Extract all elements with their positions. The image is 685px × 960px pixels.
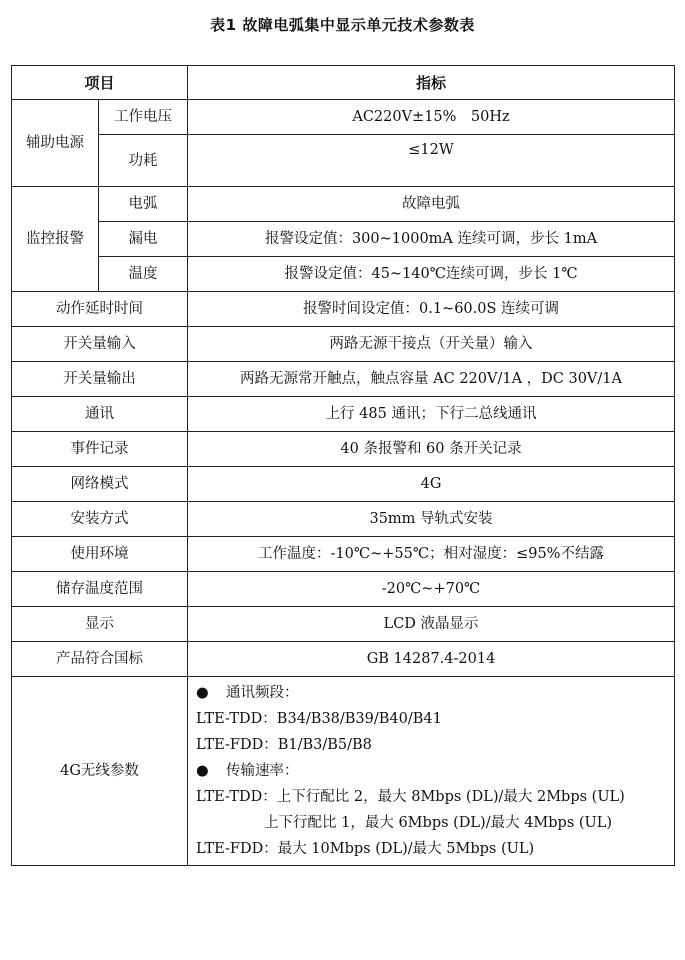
table-row	[12, 362, 675, 397]
table-row	[12, 187, 675, 222]
wireless-params	[188, 677, 675, 866]
aux-power-label: 辅助电源	[12, 100, 99, 187]
tdd-rate-2: 上下行配比 1，最大 6Mbps (DL)/最大 4Mbps (UL)	[264, 815, 613, 831]
power-label: 功耗	[99, 135, 188, 187]
wireless-label: 4G无线参数	[12, 677, 188, 866]
spec-table	[11, 65, 675, 866]
row-label: 动作延时时间	[12, 292, 188, 327]
table-row	[12, 467, 675, 502]
row-value: 上行 485 通讯；下行二总线通讯	[188, 397, 675, 432]
row-value: 40 条报警和 60 条开关记录	[188, 432, 675, 467]
row-value: GB 14287.4-2014	[188, 642, 675, 677]
list-item	[196, 758, 668, 784]
band-heading: 通讯频段：	[226, 685, 299, 701]
table-title: 表1 故障电弧集中显示单元技术参数表	[210, 16, 475, 34]
table-row	[12, 572, 675, 607]
table-row	[12, 432, 675, 467]
row-value: -20℃~+70℃	[188, 572, 675, 607]
table-row	[12, 537, 675, 572]
table-row	[12, 292, 675, 327]
leak-value: 报警设定值：300~1000mA 连续可调，步长 1mA	[188, 222, 675, 257]
row-label: 显示	[12, 607, 188, 642]
tdd-bands: LTE-TDD：B34/B38/B39/B40/B41	[196, 711, 442, 727]
table-row	[12, 257, 675, 292]
bullet-icon: ●	[196, 685, 209, 701]
table-row	[12, 222, 675, 257]
tdd-rate-1: LTE-TDD：上下行配比 2，最大 8Mbps (DL)/最大 2Mbps (UL)	[196, 789, 625, 805]
header-spec: 指标	[188, 66, 675, 100]
header-item: 项目	[12, 66, 188, 100]
header-row	[12, 66, 675, 100]
table-row	[12, 607, 675, 642]
voltage-value: AC220V±15% 50Hz	[188, 100, 675, 135]
temp-value: 报警设定值：45~140℃连续可调，步长 1℃	[188, 257, 675, 292]
table-row	[12, 677, 675, 866]
monitor-alarm-label: 监控报警	[12, 187, 99, 292]
fdd-bands: LTE-FDD：B1/B3/B5/B8	[196, 737, 372, 753]
table-row	[12, 397, 675, 432]
row-value: LCD 液晶显示	[188, 607, 675, 642]
bullet-icon: ●	[196, 763, 209, 779]
temp-label: 温度	[99, 257, 188, 292]
row-label: 通讯	[12, 397, 188, 432]
table-row	[12, 642, 675, 677]
row-value: 两路无源常开触点，触点容量 AC 220V/1A ，DC 30V/1A	[188, 362, 675, 397]
row-label: 使用环境	[12, 537, 188, 572]
row-label: 开关量输入	[12, 327, 188, 362]
table-row	[12, 100, 675, 135]
row-label: 开关量输出	[12, 362, 188, 397]
table-row	[12, 135, 675, 187]
row-value: 4G	[188, 467, 675, 502]
row-value: 报警时间设定值：0.1~60.0S 连续可调	[188, 292, 675, 327]
row-label: 安装方式	[12, 502, 188, 537]
row-label: 储存温度范围	[12, 572, 188, 607]
voltage-label: 工作电压	[99, 100, 188, 135]
row-value: 35mm 导轨式安装	[188, 502, 675, 537]
power-value: ≤12W	[188, 135, 675, 187]
row-label: 事件记录	[12, 432, 188, 467]
arc-label: 电弧	[99, 187, 188, 222]
rate-heading: 传输速率：	[226, 763, 299, 779]
table-row	[12, 327, 675, 362]
row-label: 网络模式	[12, 467, 188, 502]
row-value: 工作温度：-10℃~+55℃；相对湿度：≤95%不结露	[188, 537, 675, 572]
list-item	[196, 680, 668, 706]
table-row	[12, 502, 675, 537]
row-value: 两路无源干接点（开关量）输入	[188, 327, 675, 362]
row-label: 产品符合国标	[12, 642, 188, 677]
leak-label: 漏电	[99, 222, 188, 257]
fdd-rate: LTE-FDD：最大 10Mbps (DL)/最大 5Mbps (UL)	[196, 841, 535, 857]
arc-value: 故障电弧	[188, 187, 675, 222]
